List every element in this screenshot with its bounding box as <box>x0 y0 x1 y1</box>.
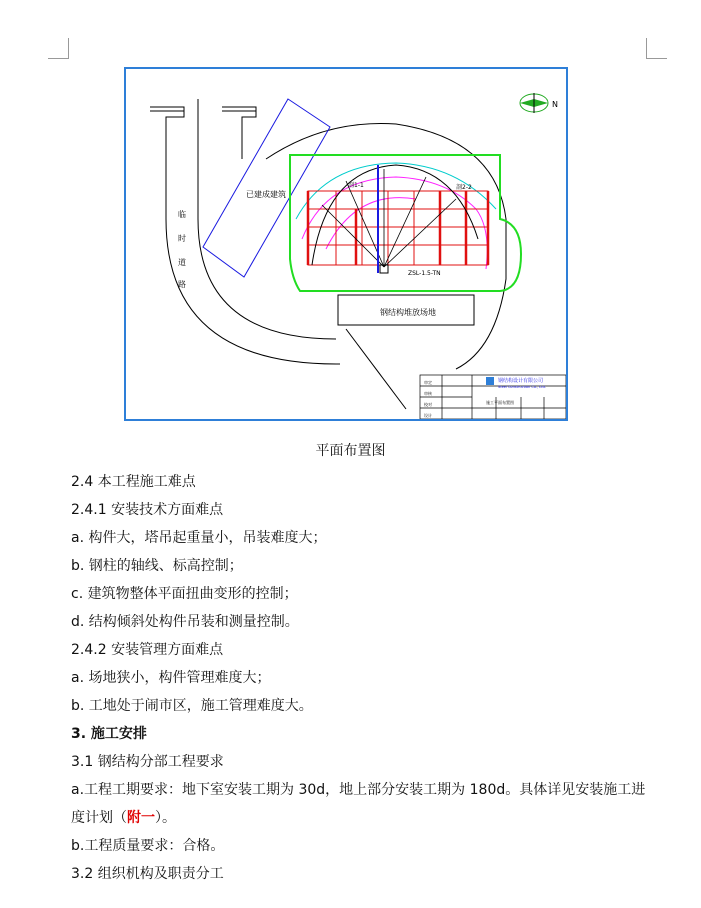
structure-arc <box>312 165 478 265</box>
heading-3-1: 3.1 钢结构分部工程要求 <box>71 754 224 770</box>
heading-3-2: 3.2 组织机构及职责分工 <box>71 866 224 882</box>
item-2-4-1-d: d. 结构倾斜处构件吊装和测量控制。 <box>71 614 299 630</box>
temp-road-char-4: 路 <box>178 280 186 289</box>
item-2-4-1-c: c. 建筑物整体平面扭曲变形的控制； <box>71 586 298 602</box>
company-logo-icon <box>486 377 494 385</box>
boundary-line <box>346 329 406 409</box>
north-label: N <box>552 100 558 109</box>
title-row-3: 校对 <box>424 402 432 407</box>
item-2-4-1-a: a. 构件大，塔吊起重量小，吊装难度大； <box>71 530 327 546</box>
temp-road-char-3: 道 <box>178 258 186 267</box>
quality-requirement: b.工程质量要求：合格。 <box>71 838 225 854</box>
drawing-name: 施工平面布置图 <box>486 400 514 405</box>
existing-building-label: 已建成建筑 <box>246 190 286 199</box>
heading-3: 3. 施工安排 <box>71 726 147 742</box>
title-row-4: 设计 <box>424 413 432 418</box>
existing-building-outline <box>203 99 330 277</box>
heading-2-4-2: 2.4.2 安装管理方面难点 <box>71 642 224 658</box>
figure-caption: 平面布置图 <box>315 443 386 459</box>
temp-road-char-1: 临 <box>178 210 186 219</box>
item-2-4-1-b: b. 钢柱的轴线、标高控制； <box>71 558 243 574</box>
heading-2-4: 2.4 本工程施工难点 <box>71 474 196 490</box>
schedule-line-2-suffix: ）。 <box>155 810 176 826</box>
crane-radius-arc-2 <box>326 198 416 249</box>
material-yard-label: 钢结构堆放场地 <box>380 308 436 317</box>
title-row-2: 审核 <box>424 391 432 396</box>
section-label-left: 剖1-1 <box>348 182 364 189</box>
item-2-4-2-b: b. 工地处于闹市区，施工管理难度大。 <box>71 698 313 714</box>
section-label-right: 剖2-2 <box>456 184 472 191</box>
schedule-line-2 <box>71 807 176 827</box>
company-name-en: Steel Construction Co., Ltd. <box>498 385 546 389</box>
site-plan-drawing <box>126 69 566 419</box>
site-boundary-arc <box>266 123 506 369</box>
schedule-line-1: a.工程工期要求：地下室安装工期为 30d，地上部分安装工期为 180d。具体详见安装施工进 <box>71 782 646 798</box>
title-row-1: 审定 <box>424 380 432 385</box>
appendix-link[interactable]: 附一 <box>127 810 155 826</box>
crane-label: ZSL-1.5-TN <box>408 270 441 277</box>
page-corner-mark-top-left <box>48 38 69 59</box>
north-arrow-icon <box>520 93 558 113</box>
heading-2-4-1: 2.4.1 安装技术方面难点 <box>71 502 224 518</box>
page-corner-mark-top-right <box>646 38 667 59</box>
site-plan-figure <box>124 67 568 421</box>
temp-road-char-2: 时 <box>178 234 186 243</box>
item-2-4-2-a: a. 场地狭小，构件管理难度大； <box>71 670 271 686</box>
company-name: 钢结构设计有限公司 <box>498 378 544 384</box>
site-fence <box>290 155 521 291</box>
schedule-line-2-prefix: 度计划（ <box>71 810 127 826</box>
temp-road <box>150 99 340 364</box>
